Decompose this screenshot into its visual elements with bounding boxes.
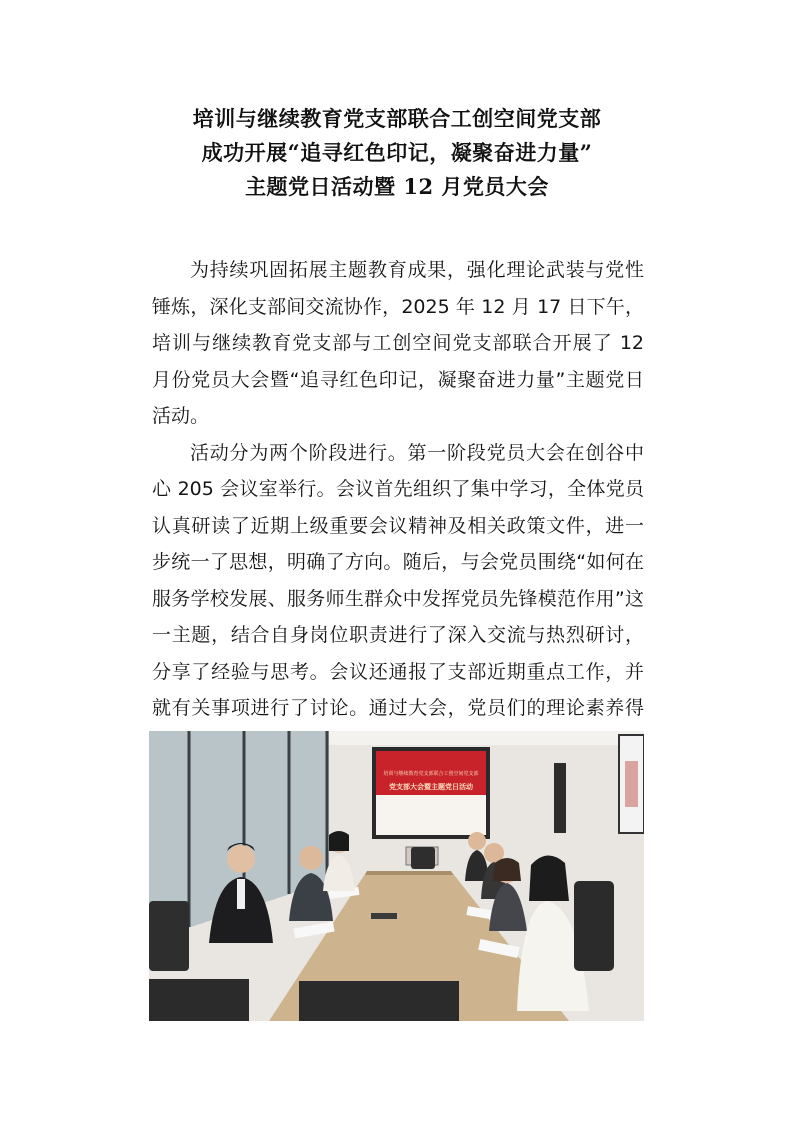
paragraph-2: 活动分为两个阶段进行。第一阶段党员大会在创谷中心 205 会议室举行。会议首先组织了集中学习，全体党员认真研读了近期上级重要会议精神及相关政策文件，进一步统一了思想，明确了方向。随后，与会党员围绕“如何在服务学校发展、服务师生群众中发挥党员先锋模范作用”这一主题，结合自身岗位职责进行了深入交流与热烈研讨，分享了经验与思考。会议还通报了支部近期重点工作，并就有关事项进行了讨论。通过大会，党员们的理论素养得	[152, 441, 644, 719]
paragraph-1: 为持续巩固拓展主题教育成果，强化理论武装与党性锤炼，深化支部间交流协作，2025 年 12 月 17 日下午，培训与继续教育党支部与工创空间党支部联合开展了 12 月份党员大会暨“追寻红色印记，凝聚奋进力量”主题党日活动。	[152, 259, 644, 427]
screen-text-line-1: 培训与继续教育党支部联合工创空间党支部	[383, 771, 479, 777]
wall-frame	[554, 763, 566, 833]
table-grommet	[371, 913, 397, 919]
title-line-1: 培训与继续教育党支部联合工创空间党支部	[192, 106, 602, 131]
meeting-photo	[149, 731, 644, 1021]
screen-text-line-2: 党支部大会暨主题党日活动	[389, 783, 473, 791]
title-line-2: 成功开展“追寻红色印记，凝聚奋进力量”	[201, 140, 593, 165]
chair	[299, 981, 459, 1021]
chair	[149, 901, 189, 971]
title-line-3: 主题党日活动暨 12 月党员大会	[245, 174, 549, 199]
article-body	[152, 252, 644, 763]
table-edge	[365, 871, 453, 875]
wall-poster-art	[625, 761, 638, 807]
meeting-photo-illustration	[149, 731, 644, 1021]
chair	[574, 881, 614, 971]
chair	[411, 847, 435, 869]
article-title	[0, 102, 794, 204]
chair	[149, 979, 249, 1021]
